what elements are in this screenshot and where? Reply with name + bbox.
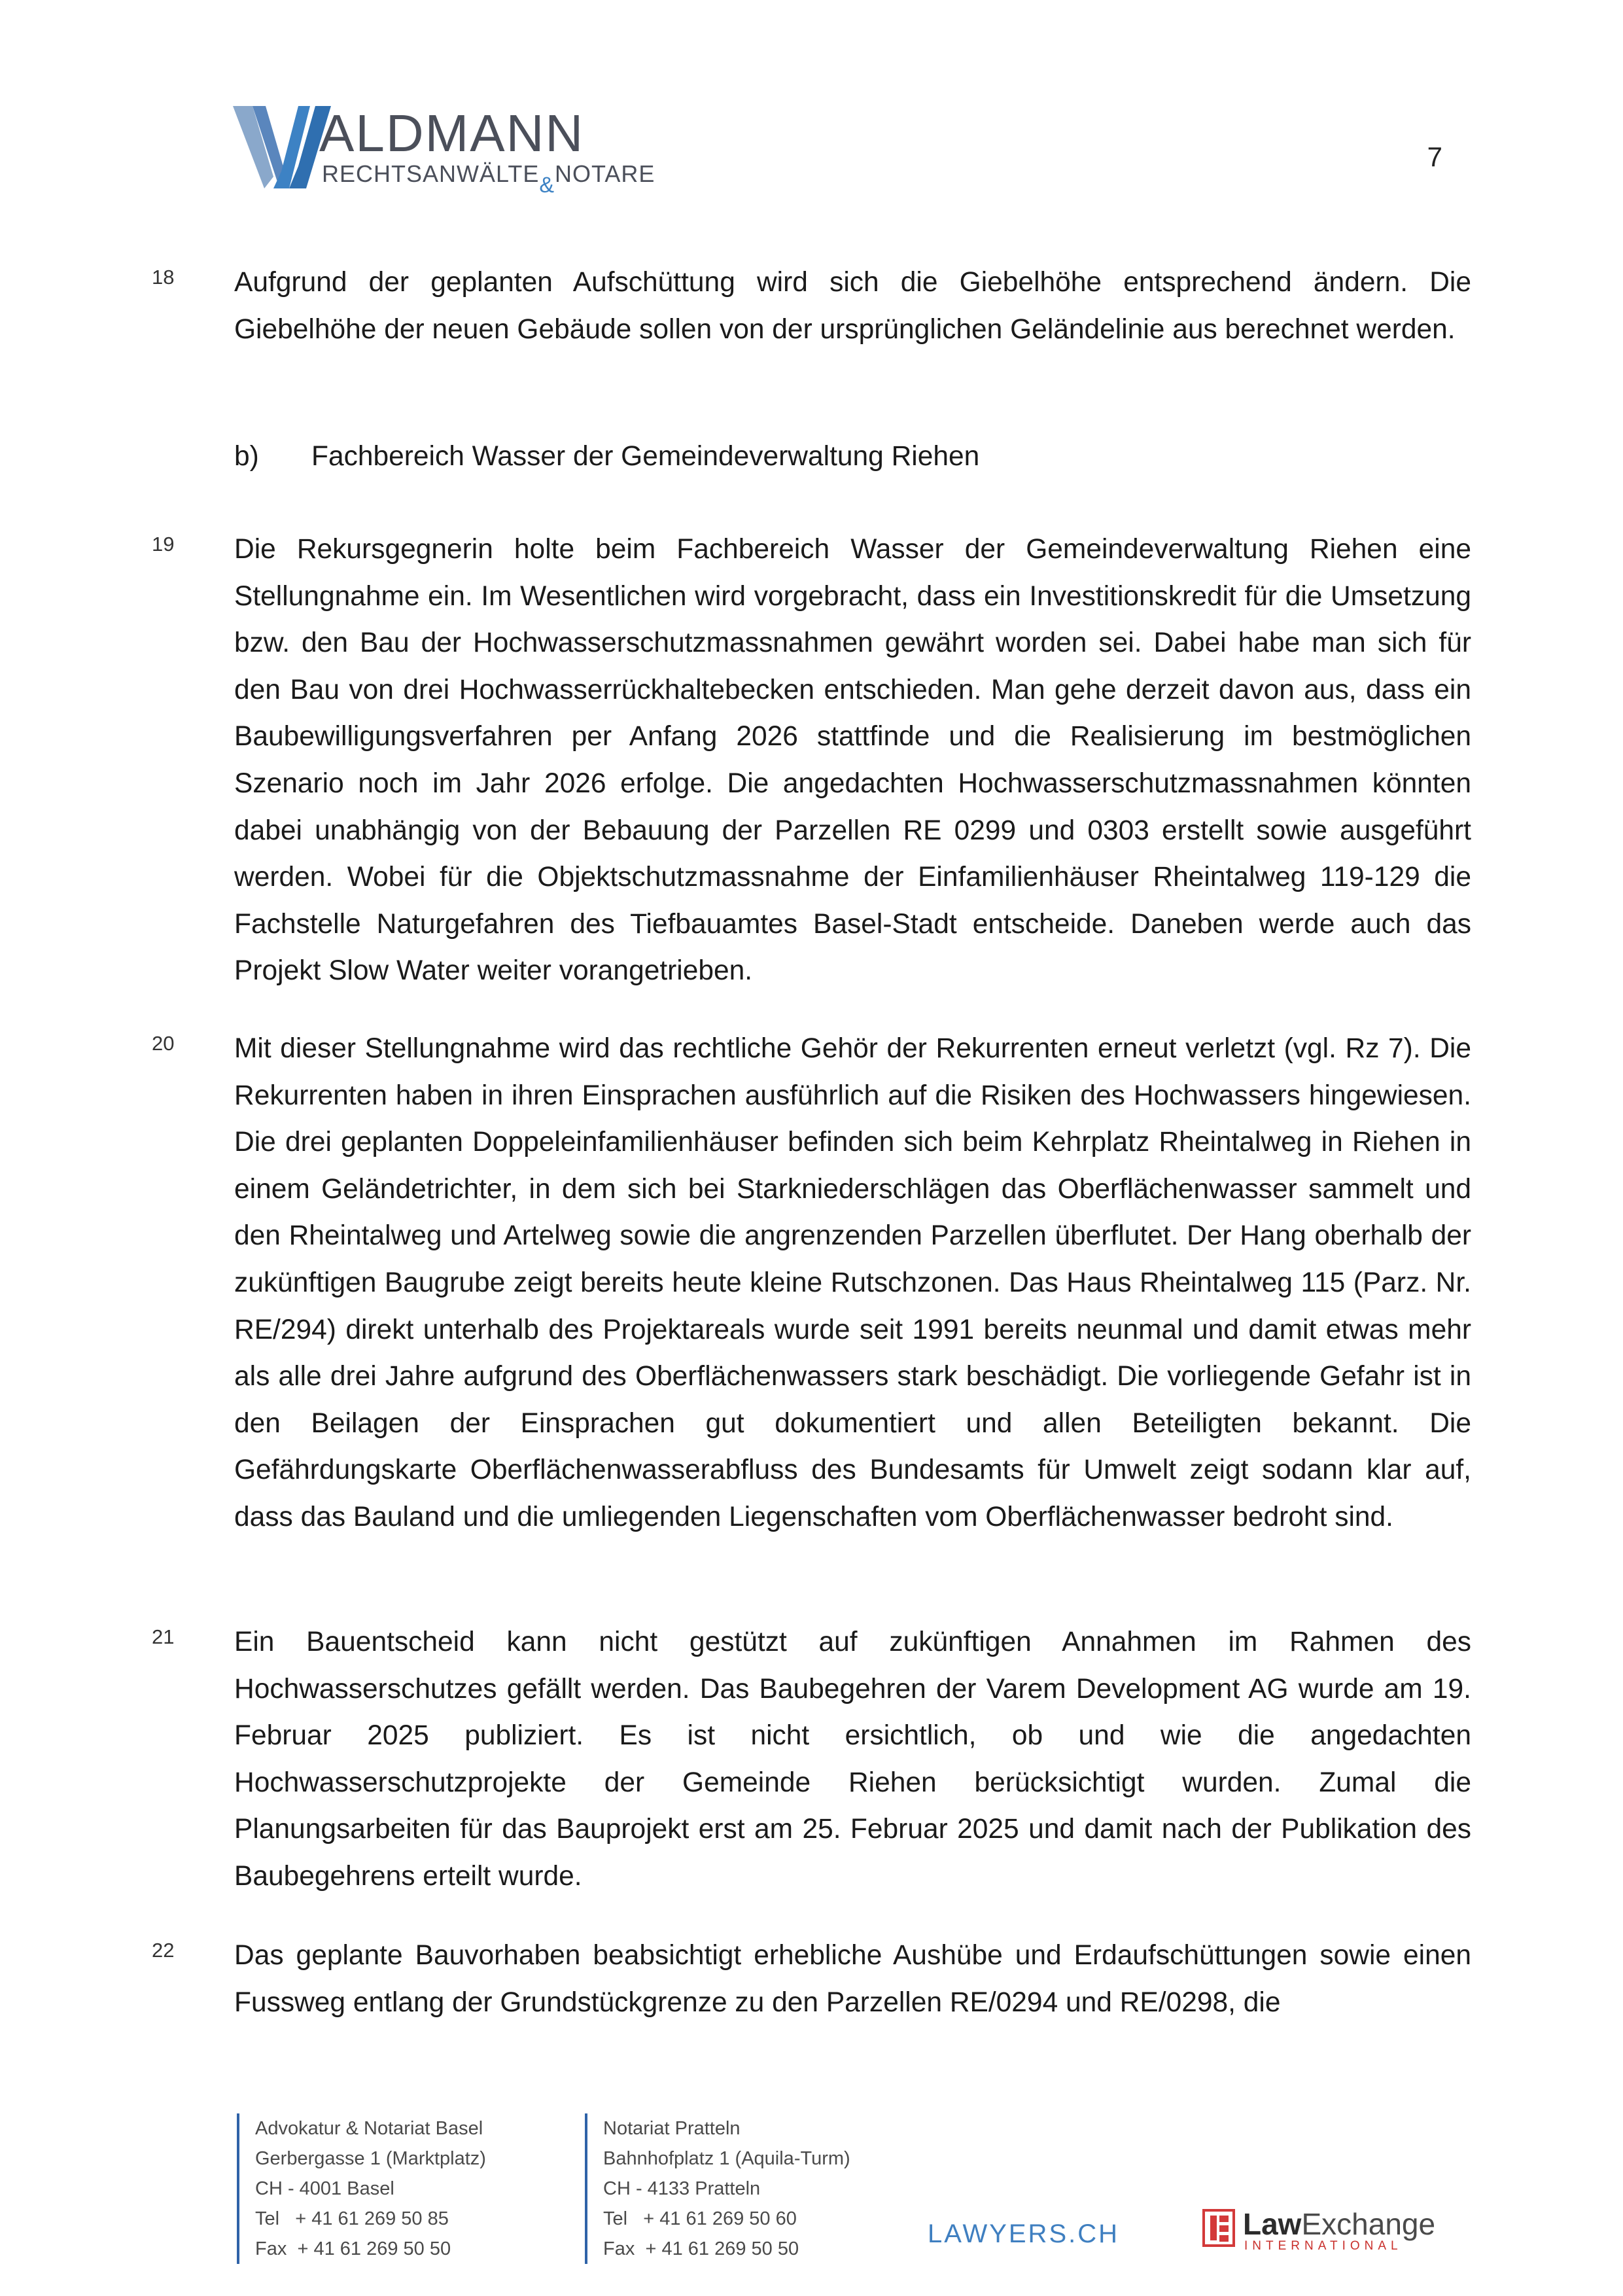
footer-pratteln-line1: Notariat Pratteln	[603, 2118, 741, 2139]
footer-pratteln-tel: Tel + 41 61 269 50 60	[603, 2208, 797, 2229]
subheading-label: b)	[234, 441, 259, 472]
paragraph-text: Ein Bauentscheid kann nicht gestützt auf zukünftigen Annahmen im Rahmen des Hochwasserschutzes gefällt werden. Das Baubegehren der Varem Development AG wurde am 19. Februar 2025 publiziert. Es ist nicht ersichtlich, ob und wie die angedachten Hochwasserschutzprojekte der Gemeinde Riehen berücksichtigt wurden. Zumal die Planungsarbeiten für das Bauprojekt erst am 25. Februar 2025 und damit nach der Publikation des Baubegehrens erteilt wurde.	[234, 1627, 1471, 1892]
logo-subtitle-right: NOTARE	[555, 160, 655, 187]
lawexchange-mark-icon	[1202, 2209, 1235, 2247]
lawyers-ch-link[interactable]: LAWYERS.CH	[928, 2219, 1120, 2248]
paragraph-text: Das geplante Bauvorhaben beabsichtigt erhebliche Aushübe und Erdaufschüttungen sowie einen Fussweg entlang der Grundstückgrenze zu den Parzellen RE/0294 und RE/0298, die	[234, 1940, 1471, 2018]
paragraph-text: Aufgrund der geplanten Aufschüttung wird sich die Giebelhöhe entsprechend ändern. Die Giebelhöhe der neuen Gebäude sollen von der ursprünglichen Geländelinie aus berechnet werden.	[234, 267, 1471, 345]
logo-subtitle-amp: &	[539, 173, 555, 198]
page-number: 7	[1427, 141, 1442, 172]
footer-pratteln-fax: Fax + 41 61 269 50 50	[603, 2238, 799, 2259]
paragraph-text: Die Rekursgegnerin holte beim Fachbereich Wasser der Gemeindeverwaltung Riehen eine Stellungnahme ein. Im Wesentlichen wird vorgebracht, dass ein Investitionskredit für die Umsetzung bzw. den Bau der Hochwasserschutzmassnahmen gewährt worden sei. Dabei habe man sich für den Bau von drei Hochwasserrückhaltebecken entschieden. Man gehe derzeit davon aus, dass ein Baubewilligungsverfahren per Anfang 2026 stattfinde und die Realisierung im bestmöglichen Szenario noch im Jahr 2026 erfolge. Die angedachten Hochwasserschutzmassnahmen könnten dabei unabhängig von der Bebauung der Parzellen RE 0299 und 0303 erstellt sowie ausgeführt werden. Wobei für die Objektschutzmassnahme der Einfamilienhäuser Rheintalweg 119-129 die Fachstelle Naturgefahren des Tiefbauamtes Basel-Stadt entscheide. Daneben werde auch das Projekt Slow Water weiter vorangetrieben.	[234, 534, 1471, 987]
logo-subtitle-left: RECHTSANWÄLTE	[322, 160, 540, 187]
footer-pratteln-office	[585, 2113, 850, 2264]
lawexchange-exchange: Exchange	[1301, 2207, 1436, 2241]
paragraph-number: 19	[152, 533, 175, 556]
paragraph-number: 21	[152, 1625, 175, 1648]
footer-pratteln-line3: CH - 4133 Pratteln	[603, 2178, 761, 2199]
subheading-b	[234, 433, 979, 480]
logo-subtitle	[322, 160, 655, 198]
footer-basel-line3: CH - 4001 Basel	[255, 2178, 394, 2199]
lawexchange-name	[1243, 2206, 1435, 2242]
lawexchange-logo	[1202, 2208, 1438, 2256]
footer-basel-tel: Tel + 41 61 269 50 85	[255, 2208, 449, 2229]
paragraph-number: 22	[152, 1939, 175, 1962]
paragraph-text: Mit dieser Stellungnahme wird das rechtliche Gehör der Rekurrenten erneut verletzt (vgl. Rz 7). Die Rekurrenten haben in ihren Einsprachen ausführlich auf die Risiken des Hochwassers hingewiesen. Die drei geplanten Doppeleinfamilienhäuser befinden sich beim Kehrplatz Rheintalweg in Riehen in einem Geländetrichter, in dem sich bei Starkniederschlägen das Oberflächenwasser sammelt und den Rheintalweg und Artelweg sowie die angrenzenden Parzellen überflutet. Der Hang oberhalb der zukünftigen Baugrube zeigt bereits heute kleine Rutschzonen. Das Haus Rheintalweg 115 (Parz. Nr. RE/294) direkt unterhalb des Projektareals wurde seit 1991 bereits neunmal und damit etwas mehr als alle drei Jahre aufgrund des Oberflächenwassers stark beschädigt. Die vorliegende Gefahr ist in den Beilagen der Einsprachen gut dokumentiert und allen Beteiligten bekannt. Die Gefährdungskarte Oberflächenwasserabfluss des Bundesamts für Umwelt zeigt sodann klar auf, dass das Bauland und die umliegenden Liegenschaften vom Oberflächenwasser bedroht sind.	[234, 1033, 1471, 1532]
logo-firm-name: ALDMANN	[319, 104, 585, 162]
footer-basel-fax: Fax + 41 61 269 50 50	[255, 2238, 451, 2259]
paragraph-number: 18	[152, 266, 175, 289]
footer-basel-line1: Advokatur & Notariat Basel	[255, 2118, 483, 2139]
paragraph-number: 20	[152, 1032, 175, 1055]
footer-pratteln-line2: Bahnhofplatz 1 (Aquila-Turm)	[603, 2148, 850, 2169]
lawexchange-international: INTERNATIONAL	[1244, 2239, 1403, 2253]
footer-basel-office	[237, 2113, 486, 2264]
subheading-title: Fachbereich Wasser der Gemeindeverwaltung Riehen	[311, 441, 980, 472]
waldmann-logo	[233, 104, 655, 204]
footer-basel-line2: Gerbergasse 1 (Marktplatz)	[255, 2148, 486, 2169]
waldmann-w-mark	[233, 106, 331, 191]
lawexchange-law: Law	[1243, 2207, 1302, 2241]
